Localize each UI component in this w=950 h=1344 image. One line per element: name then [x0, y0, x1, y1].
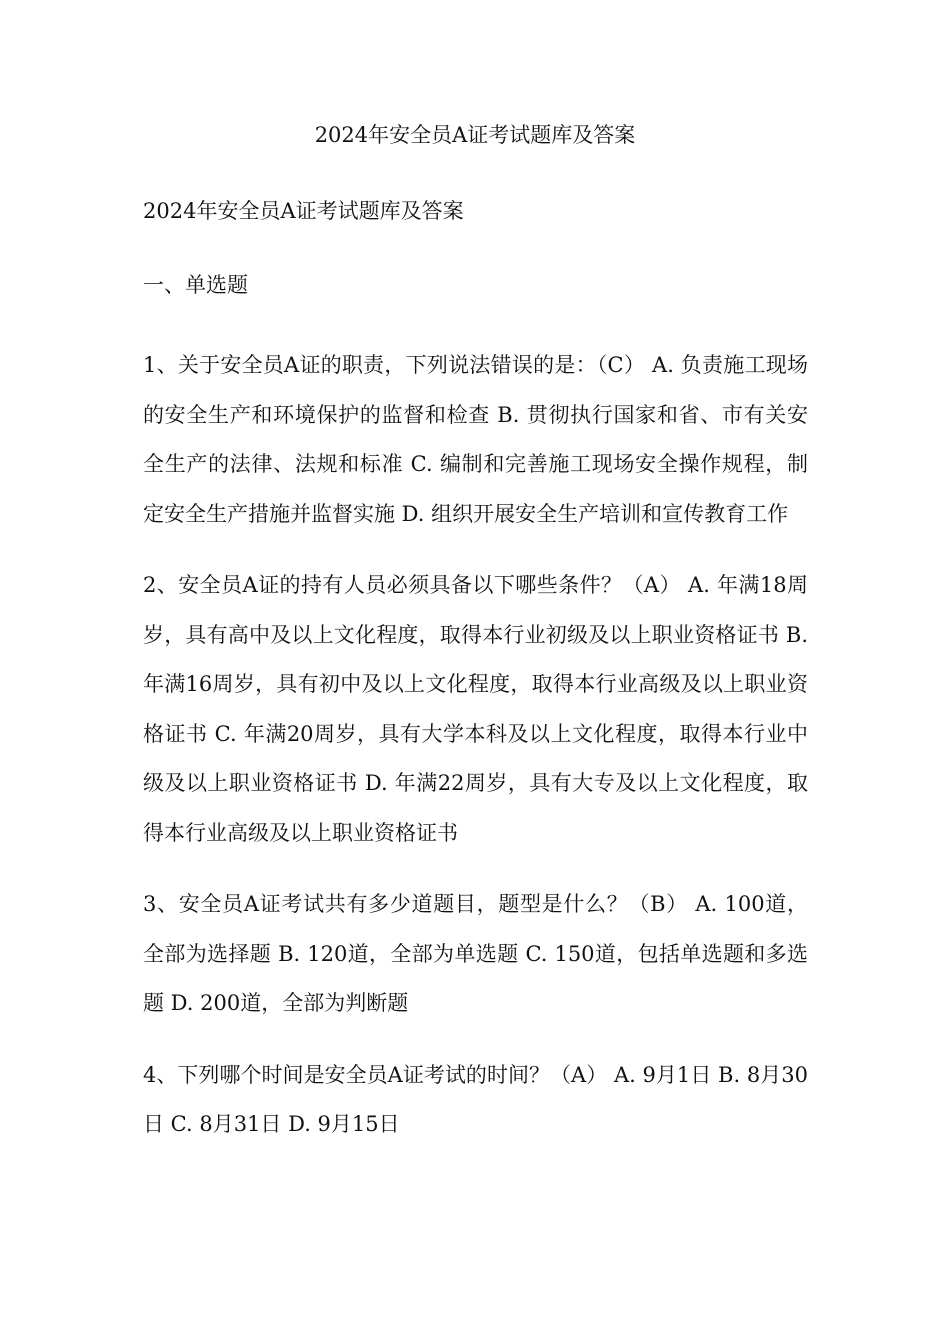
document-body	[143, 193, 808, 1172]
question-4: 4、下列哪个时间是安全员A证考试的时间？（A） A. 9月1日 B. 8月30日 C. 8月31日 D. 9月15日	[143, 1062, 808, 1136]
document-title: 2024年安全员A证考试题库及答案	[314, 123, 636, 147]
question-2: 2、安全员A证的持有人员必须具备以下哪些条件？（A） A. 年满18周岁，具有高中及以上文化程度，取得本行业初级及以上职业资格证书 B. 年满16周岁，具有初中及以上文化程度，取得本行业高级及以上职业资格证书 C. 年满20周岁，具有大学本科及以上文化程度，取得本行业中级及以上职业资格证书 D. 年满22周岁，具有大专及以上文化程度，取得本行业高级及以上职业资格证书	[143, 573, 808, 845]
question-3: 3、安全员A证考试共有多少道题目，题型是什么？（B） A. 100道，全部为选择题 B. 120道，全部为单选题 C. 150道，包括单选题和多选题 D. 200道，全部为判断题	[143, 892, 808, 1015]
question-1: 1、关于安全员A证的职责，下列说法错误的是：（C） A. 负责施工现场的安全生产和环境保护的监督和检查 B. 贯彻执行国家和省、市有关安全生产的法律、法规和标准 C. 编制和完善施工现场安全操作规程，制定安全生产措施并监督实施 D. 组织开展安全生产培训和宣传教育工作	[143, 353, 808, 526]
section-heading: 一、单选题	[143, 273, 248, 297]
document-subtitle: 2024年安全员A证考试题库及答案	[143, 199, 464, 223]
